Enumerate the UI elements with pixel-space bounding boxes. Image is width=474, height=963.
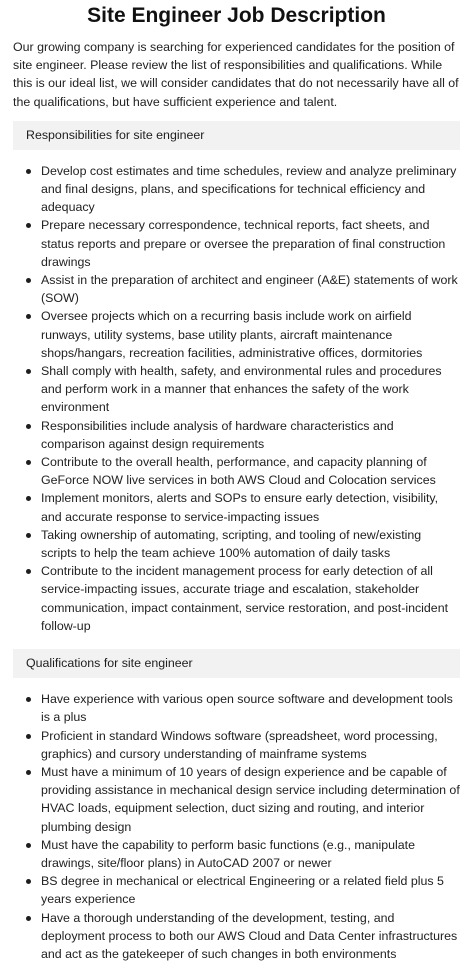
responsibility-text: Contribute to the overall health, performance, and capacity planning of GeForce NOW live services in both AWS Cloud and Colocation services <box>41 455 436 488</box>
qualifications-list <box>13 690 460 963</box>
qualification-item <box>13 727 460 763</box>
responsibility-item <box>13 362 460 417</box>
responsibilities-heading: Responsibilities for site engineer <box>13 121 460 150</box>
responsibility-text: Shall comply with health, safety, and environmental rules and procedures and perform work in a manner that enhances the safety of the work environment <box>41 364 442 415</box>
bullet-icon <box>26 424 31 429</box>
bullet-icon <box>26 879 31 884</box>
responsibility-item <box>13 453 460 489</box>
responsibility-text: Oversee projects which on a recurring basis include work on airfield runways, utility systems, base utility plants, aircraft maintenance shops/hangars, recreation facilities, administrative offices, dormitories <box>41 309 423 360</box>
responsibility-text: Prepare necessary correspondence, technical reports, fact sheets, and status reports and prepare or oversee the preparation of final construction drawings <box>41 218 446 269</box>
page-title: Site Engineer Job Description <box>87 4 386 27</box>
responsibility-text: Assist in the preparation of architect and engineer (A&E) statements of work (SOW) <box>41 273 458 306</box>
qualification-text: BS degree in mechanical or electrical Engineering or a related field plus 5 years experience <box>41 874 444 907</box>
qualification-item <box>13 872 460 908</box>
bullet-icon <box>26 843 31 848</box>
responsibility-item <box>13 526 460 562</box>
bullet-icon <box>26 460 31 465</box>
bullet-icon <box>26 770 31 775</box>
responsibility-text: Responsibilities include analysis of hardware characteristics and comparison against design requirements <box>41 418 394 451</box>
bullet-icon <box>26 278 31 283</box>
qualification-text: Proficient in standard Windows software (spreadsheet, word processing, graphics) and cursory understanding of mainframe systems <box>41 728 438 761</box>
bullet-icon <box>26 916 31 921</box>
responsibility-item <box>13 562 460 635</box>
responsibility-item <box>13 417 460 453</box>
responsibility-text: Contribute to the incident management process for early detection of all service-impacting issues, accurate triage and escalation, stakeholder communication, impact containment, service restoration, and post-incident follow-up <box>41 564 449 633</box>
responsibility-item <box>13 216 460 271</box>
qualification-text: Must have the capability to perform basic functions (e.g., manipulate drawings, site/floor plans) in AutoCAD 2007 or newer <box>41 837 415 870</box>
bullet-icon <box>26 314 31 319</box>
responsibility-item <box>13 271 460 307</box>
responsibility-item <box>13 162 460 217</box>
qualification-text: Must have a minimum of 10 years of design experience and be capable of providing assistance in mechanical design service including determination of HVAC loads, equipment selection, duct sizing and routing, and interior plumbing design <box>41 764 460 834</box>
bullet-icon <box>26 169 31 174</box>
responsibility-item <box>13 307 460 362</box>
responsibility-item <box>13 489 460 525</box>
bullet-icon <box>26 369 31 374</box>
qualification-item <box>13 763 460 836</box>
responsibility-text: Develop cost estimates and time schedules, review and analyze preliminary and final designs, plans, and specifications for technical efficiency and adequacy <box>41 163 457 215</box>
qualification-item <box>13 909 460 963</box>
intro-paragraph: Our growing company is searching for experienced candidates for the position of site engineer. Please review the list of responsibilities and qualifications. While this is our ideal list, we will consider candidates that do not necessarily have all of the qualifications, but have sufficient experience and talent. <box>13 40 459 109</box>
responsibility-text: Taking ownership of automating, scripting, and tooling of new/existing scripts to help the team achieve 100% automation of daily tasks <box>41 527 422 561</box>
responsibilities-list <box>13 162 460 635</box>
responsibility-text: Implement monitors, alerts and SOPs to ensure early detection, visibility, and accurate response to service-impacting issues <box>41 491 439 524</box>
qualification-item <box>13 836 460 872</box>
bullet-icon <box>26 569 31 574</box>
bullet-icon <box>26 533 31 538</box>
qualification-text: Have a thorough understanding of the development, testing, and deployment process to both our AWS Cloud and Data Center infrastructures and act as the gatekeeper of such changes in both environments <box>41 910 458 961</box>
bullet-icon <box>26 496 31 501</box>
bullet-icon <box>26 734 31 739</box>
qualification-text: Have experience with various open source software and development tools is a plus <box>41 692 453 725</box>
qualifications-heading: Qualifications for site engineer <box>13 649 460 678</box>
qualification-item <box>13 690 460 726</box>
bullet-icon <box>26 697 31 702</box>
bullet-icon <box>26 223 31 228</box>
